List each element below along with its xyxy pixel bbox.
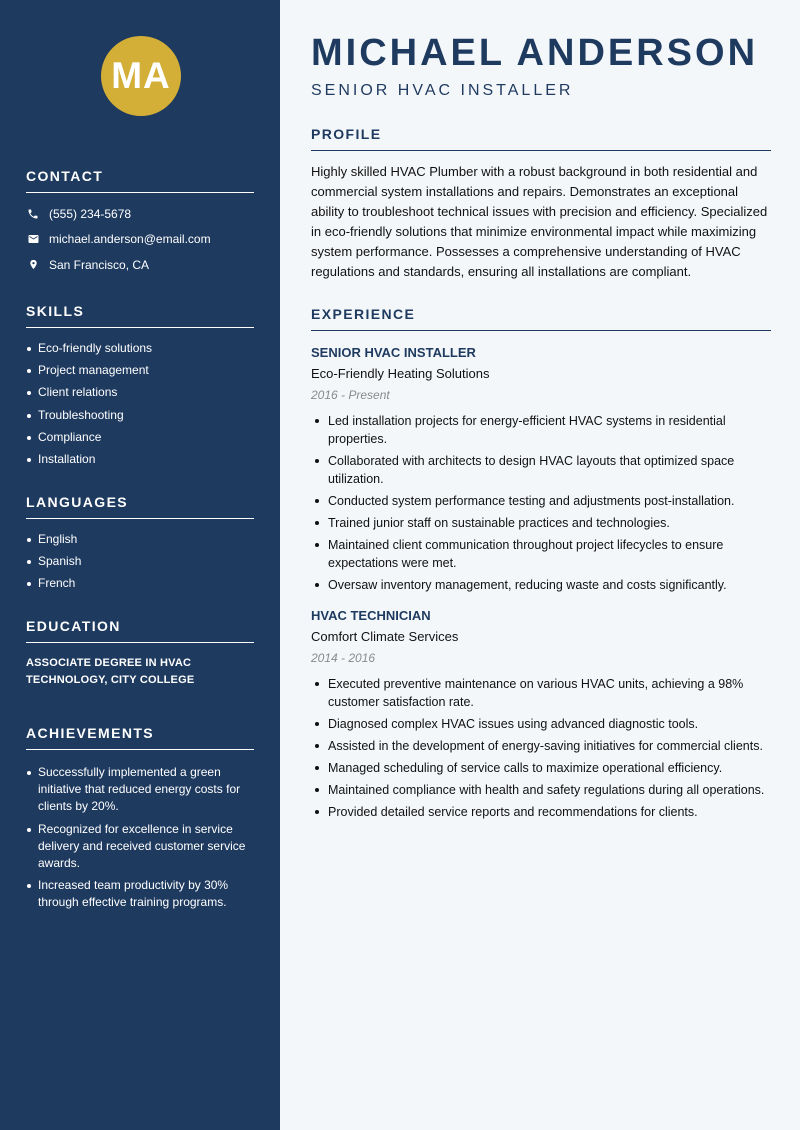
experience-heading: EXPERIENCE xyxy=(311,306,771,331)
contact-location xyxy=(26,256,254,273)
education-degree-line2: TECHNOLOGY, CITY COLLEGE xyxy=(26,674,195,687)
contact-heading: CONTACT xyxy=(26,168,254,193)
list-item: Oversaw inventory management, reducing waste and costs significantly. xyxy=(328,576,771,594)
list-item: Collaborated with architects to design HVAC layouts that optimized space utilization. xyxy=(328,452,771,488)
avatar: MA xyxy=(101,36,181,116)
list-item: Project management xyxy=(38,362,254,379)
education-degree-line1: ASSOCIATE DEGREE IN HVAC xyxy=(26,657,192,670)
sidebar xyxy=(0,0,280,1130)
location-pin-icon xyxy=(26,258,40,272)
contact-email xyxy=(26,231,254,248)
list-item: Recognized for excellence in service delivery and received customer service awards. xyxy=(38,821,254,872)
list-item: Assisted in the development of energy-saving initiatives for commercial clients. xyxy=(328,737,771,755)
education-heading: EDUCATION xyxy=(26,618,254,643)
achievements-list xyxy=(26,764,254,910)
list-item: Conducted system performance testing and adjustments post-installation. xyxy=(328,492,771,510)
list-item: Provided detailed service reports and recommendations for clients. xyxy=(328,803,771,821)
job-dates: 2016 - Present xyxy=(311,388,390,402)
list-item: Trained junior staff on sustainable practices and technologies. xyxy=(328,514,771,532)
list-item: Executed preventive maintenance on various HVAC units, achieving a 98% customer satisfaction rate. xyxy=(328,675,771,711)
list-item: Increased team productivity by 30% through effective training programs. xyxy=(38,877,254,911)
job-bullets xyxy=(311,412,771,594)
job-bullets xyxy=(311,675,771,821)
profile-section xyxy=(311,126,771,282)
list-item: English xyxy=(38,531,254,548)
job-dates: 2014 - 2016 xyxy=(311,651,376,665)
job-entry xyxy=(311,608,771,821)
achievements-section xyxy=(26,725,254,910)
job-title: SENIOR HVAC INSTALLER xyxy=(311,345,476,360)
list-item: Eco-friendly solutions xyxy=(38,340,254,357)
languages-list xyxy=(26,531,254,592)
skills-heading: SKILLS xyxy=(26,303,254,328)
candidate-name: MICHAEL ANDERSON xyxy=(311,32,759,74)
list-item: Maintained client communication throughout project lifecycles to ensure expectations were met. xyxy=(328,536,771,572)
experience-section xyxy=(311,306,771,821)
job-entry xyxy=(311,345,771,594)
profile-text: Highly skilled HVAC Plumber with a robust background in both residential and commercial system installations and repairs. Demonstrates an exceptional ability to troubleshoot technical issues with precision and efficiency. Specialized in eco-friendly solutions that minimize environmental impact while maximizing system performance. Possesses a comprehensive understanding of HVAC regulations and standards, ensuring all installations are compliant. xyxy=(311,164,768,279)
languages-heading: LANGUAGES xyxy=(26,494,254,519)
candidate-title: SENIOR HVAC INSTALLER xyxy=(311,82,574,99)
contact-email-text[interactable]: michael.anderson@email.com xyxy=(49,232,211,246)
list-item: French xyxy=(38,575,254,592)
list-item: Managed scheduling of service calls to maximize operational efficiency. xyxy=(328,759,771,777)
contact-phone xyxy=(26,205,254,222)
profile-heading: PROFILE xyxy=(311,126,771,151)
job-title: HVAC TECHNICIAN xyxy=(311,608,431,623)
skills-section xyxy=(26,303,254,468)
languages-section xyxy=(26,494,254,592)
main-content xyxy=(280,0,800,1130)
job-company: Eco-Friendly Heating Solutions xyxy=(311,366,490,381)
list-item: Spanish xyxy=(38,553,254,570)
skills-list xyxy=(26,340,254,468)
achievements-heading: ACHIEVEMENTS xyxy=(26,725,254,750)
contact-location-text: San Francisco, CA xyxy=(49,257,150,272)
list-item: Diagnosed complex HVAC issues using advanced diagnostic tools. xyxy=(328,715,771,733)
list-item: Successfully implemented a green initiative that reduced energy costs for clients by 20%. xyxy=(38,764,254,815)
list-item: Maintained compliance with health and safety regulations during all operations. xyxy=(328,781,771,799)
contact-phone-text[interactable]: (555) 234-5678 xyxy=(49,206,132,221)
list-item: Client relations xyxy=(38,384,254,401)
contact-section xyxy=(26,168,254,273)
phone-icon xyxy=(26,207,40,221)
mail-icon xyxy=(26,232,40,246)
list-item: Troubleshooting xyxy=(38,407,254,424)
list-item: Led installation projects for energy-efficient HVAC systems in residential properties. xyxy=(328,412,771,448)
list-item: Compliance xyxy=(38,429,254,446)
list-item: Installation xyxy=(38,451,254,468)
job-company: Comfort Climate Services xyxy=(311,629,459,644)
education-section xyxy=(26,618,254,689)
